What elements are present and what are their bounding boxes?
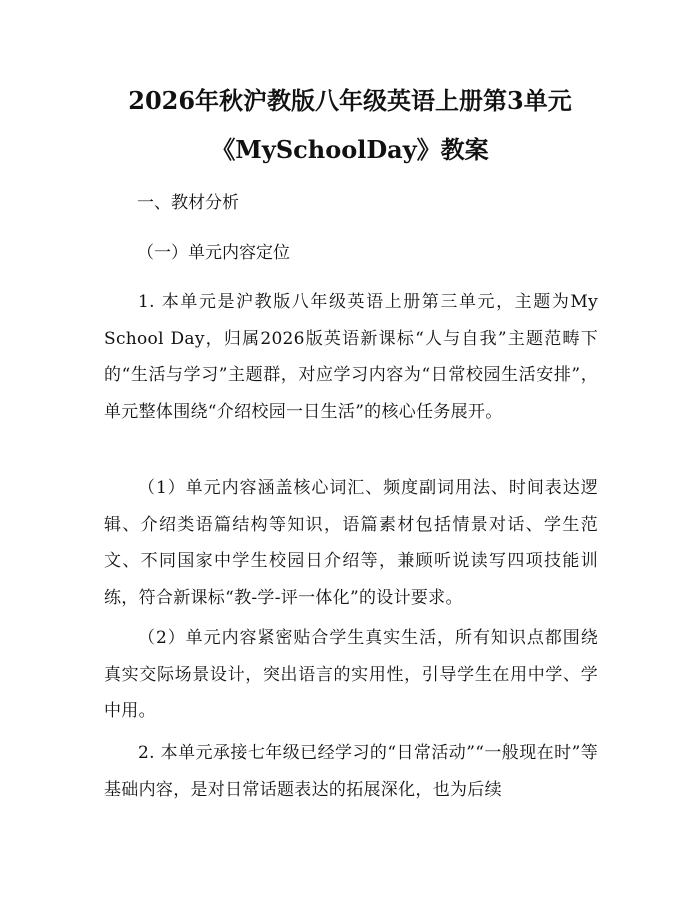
body-paragraph: （1）单元内容涵盖核心词汇、频度副词用法、时间表达逻辑、介绍类语篇结构等知识，语篇素材包括情景对话、学生范文、不同国家中学生校园日介绍等，兼顾听说读写四项技能训练，符合新课标“教-学-评一体化”的设计要求。 (104, 478, 598, 608)
body-paragraph: 2. 本单元承接七年级已经学习的“日常活动”“一般现在时”等基础内容，是对日常话题表达的拓展深化，也为后续 (104, 743, 598, 800)
document-title-line1: 2026年秋沪教版八年级英语上册第3单元 (128, 86, 572, 115)
subsection-heading: （一）单元内容定位 (137, 243, 290, 263)
section-heading: 一、教材分析 (137, 193, 239, 213)
body-paragraph: 1. 本单元是沪教版八年级英语上册第三单元，主题为My School Day，归属2026版英语新课标“人与自我”主题范畴下的“生活与学习”主题群，对应学习内容为“日常校园生活安排”，单元整体围绕“介绍校园一日生活”的核心任务展开。 (104, 292, 598, 422)
document-title-line2: 《MySchoolDay》教案 (211, 135, 489, 164)
body-paragraph: （2）单元内容紧密贴合学生真实生活，所有知识点都围绕真实交际场景设计，突出语言的实用性，引导学生在用中学、学中用。 (104, 628, 598, 721)
